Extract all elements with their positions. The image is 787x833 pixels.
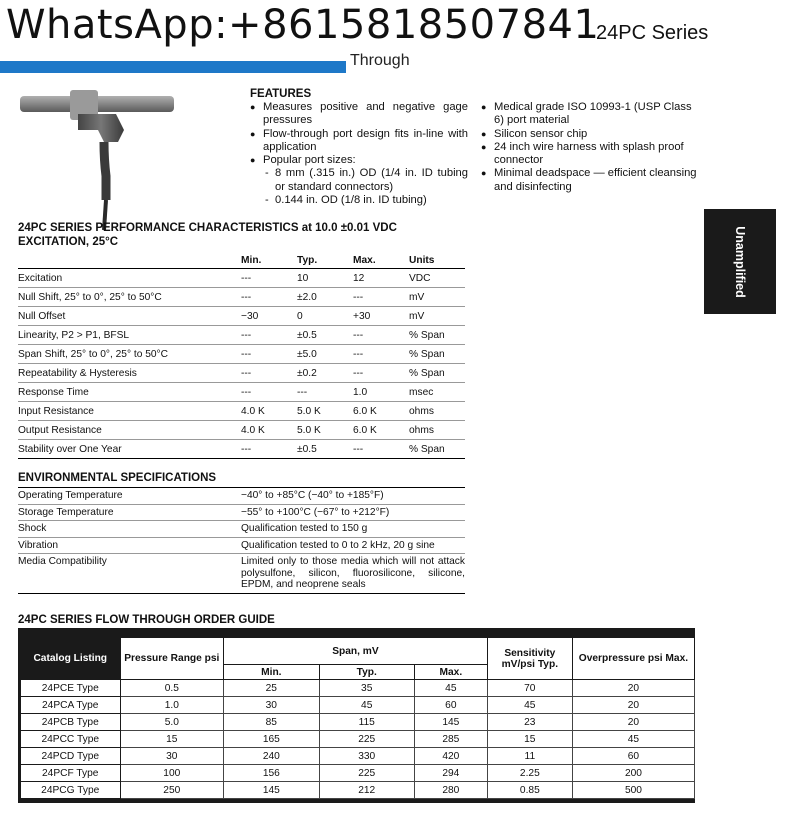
feature-item-label: Popular port sizes: [263, 154, 356, 167]
table-cell: 10 [297, 269, 353, 288]
performance-table [18, 252, 465, 459]
column-header [18, 252, 241, 269]
table-cell: 212 [319, 782, 414, 799]
table-row [18, 554, 465, 594]
table-cell: 225 [319, 765, 414, 782]
table-cell: --- [353, 364, 409, 383]
table-cell: 30 [120, 748, 224, 765]
table-row [21, 714, 695, 731]
table-cell: 60 [572, 748, 694, 765]
table-row [21, 748, 695, 765]
feature-item [250, 154, 468, 207]
table-cell: 24PCD Type [21, 748, 121, 765]
table-cell: 0 [297, 307, 353, 326]
table-cell: Limited only to those media which will not attack polysulfone, silicon, fluorosilicone, silicone, EPDM, and neoprene seals [241, 554, 465, 594]
table-cell: 24PCG Type [21, 782, 121, 799]
table-cell: 4.0 K [241, 421, 297, 440]
table-cell: 294 [414, 765, 487, 782]
table-cell: 6.0 K [353, 421, 409, 440]
table-cell: mV [409, 288, 465, 307]
table-cell: 23 [487, 714, 572, 731]
table-cell: --- [241, 383, 297, 402]
table-cell: 30 [224, 697, 319, 714]
table-cell: 1.0 [353, 383, 409, 402]
table-cell: 35 [319, 680, 414, 697]
table-cell: +30 [353, 307, 409, 326]
table-cell: Repeatability & Hysteresis [18, 364, 241, 383]
table-row [21, 731, 695, 748]
table-cell: % Span [409, 440, 465, 459]
table-row [21, 697, 695, 714]
table-cell: 45 [487, 697, 572, 714]
table-cell: 500 [572, 782, 694, 799]
table-cell: 60 [414, 697, 487, 714]
table-cell: 11 [487, 748, 572, 765]
table-cell: ±5.0 [297, 345, 353, 364]
table-cell: 115 [319, 714, 414, 731]
table-cell: 15 [120, 731, 224, 748]
table-row [18, 364, 465, 383]
table-cell: --- [353, 288, 409, 307]
table-cell: ±2.0 [297, 288, 353, 307]
watermark-text: WhatsApp:+8615818507841 [6, 2, 600, 48]
table-cell: ±0.2 [297, 364, 353, 383]
environmental-title: ENVIRONMENTAL SPECIFICATIONS [18, 472, 217, 484]
sensor-product-image [20, 90, 180, 230]
table-cell: --- [297, 383, 353, 402]
table-cell: 156 [224, 765, 319, 782]
features-column-2 [481, 101, 697, 194]
table-cell: 285 [414, 731, 487, 748]
order-guide-table [20, 637, 695, 799]
table-cell: 24PCB Type [21, 714, 121, 731]
table-cell: --- [241, 345, 297, 364]
table-cell: 45 [319, 697, 414, 714]
partial-page-title: Through [350, 52, 410, 69]
table-cell: 1.0 [120, 697, 224, 714]
table-cell: Storage Temperature [18, 504, 241, 521]
table-cell: Media Compatibility [18, 554, 241, 594]
table-cell: 5.0 K [297, 421, 353, 440]
table-cell: 0.85 [487, 782, 572, 799]
table-row [18, 307, 465, 326]
table-cell: 240 [224, 748, 319, 765]
column-header-max: Max. [414, 665, 487, 680]
table-row [18, 345, 465, 364]
column-header-pressure: Pressure Range psi [120, 638, 224, 680]
table-cell: --- [241, 440, 297, 459]
port-size-item: - 0.144 in. OD (1/8 in. ID tubing) [265, 194, 468, 207]
column-header: Max. [353, 252, 409, 269]
table-row [18, 537, 465, 554]
table-cell: 20 [572, 714, 694, 731]
table-cell: ohms [409, 421, 465, 440]
table-cell: 330 [319, 748, 414, 765]
feature-item: ● Medical grade ISO 10993-1 (USP Class 6) port material [481, 101, 697, 128]
table-cell: 24PCC Type [21, 731, 121, 748]
table-cell: 20 [572, 680, 694, 697]
table-cell: % Span [409, 345, 465, 364]
table-row [18, 421, 465, 440]
table-cell: Null Offset [18, 307, 241, 326]
table-cell: % Span [409, 326, 465, 345]
table-cell: --- [353, 440, 409, 459]
feature-item: ● Measures positive and negative gage pressures [250, 101, 468, 128]
table-cell: 145 [224, 782, 319, 799]
table-cell: Stability over One Year [18, 440, 241, 459]
table-cell: 6.0 K [353, 402, 409, 421]
table-cell: 15 [487, 731, 572, 748]
column-header-min: Min. [224, 665, 319, 680]
table-cell: 85 [224, 714, 319, 731]
performance-title: 24PC SERIES PERFORMANCE CHARACTERISTICS at 10.0 ±0.01 VDC EXCITATION, 25°C [18, 222, 397, 248]
table-row [18, 383, 465, 402]
table-row [21, 782, 695, 799]
table-cell: Null Shift, 25° to 0°, 25° to 50°C [18, 288, 241, 307]
table-cell: −40° to +85°C (−40° to +185°F) [241, 488, 465, 505]
table-cell: 145 [414, 714, 487, 731]
table-cell: Vibration [18, 537, 241, 554]
feature-item: ● 24 inch wire harness with splash proof connector [481, 141, 697, 168]
table-cell: 200 [572, 765, 694, 782]
column-header: Min. [241, 252, 297, 269]
table-row [21, 680, 695, 697]
table-cell: VDC [409, 269, 465, 288]
environmental-table [18, 487, 465, 594]
table-cell: --- [353, 326, 409, 345]
table-cell: mV [409, 307, 465, 326]
table-header-row [18, 252, 465, 269]
feature-item: ● Minimal deadspace — efficient cleansing and disinfecting [481, 167, 697, 194]
table-cell: 5.0 K [297, 402, 353, 421]
table-cell: --- [241, 326, 297, 345]
table-cell: 225 [319, 731, 414, 748]
table-cell: 5.0 [120, 714, 224, 731]
table-cell: 45 [414, 680, 487, 697]
column-header-span: Span, mV [224, 638, 488, 665]
accent-bar [0, 61, 346, 73]
table-cell: 24PCE Type [21, 680, 121, 697]
table-cell: 0.5 [120, 680, 224, 697]
column-header-typ: Typ. [319, 665, 414, 680]
table-cell: --- [353, 345, 409, 364]
table-cell: 12 [353, 269, 409, 288]
table-cell: Linearity, P2 > P1, BFSL [18, 326, 241, 345]
table-row [18, 288, 465, 307]
table-row [18, 269, 465, 288]
table-cell: Excitation [18, 269, 241, 288]
table-row [18, 504, 465, 521]
series-title: 24PC Series [596, 22, 709, 44]
column-header-sensitivity: Sensitivity mV/psi Typ. [487, 638, 572, 680]
table-cell: ±0.5 [297, 440, 353, 459]
table-cell: −30 [241, 307, 297, 326]
column-header-overpressure: Overpressure psi Max. [572, 638, 694, 680]
table-cell: Shock [18, 521, 241, 538]
table-cell: --- [241, 288, 297, 307]
table-cell: 24PCF Type [21, 765, 121, 782]
table-row [18, 326, 465, 345]
table-cell: 420 [414, 748, 487, 765]
table-row [18, 440, 465, 459]
table-cell: ohms [409, 402, 465, 421]
features-column-1 [250, 101, 468, 207]
table-cell: Operating Temperature [18, 488, 241, 505]
table-cell: 20 [572, 697, 694, 714]
table-cell: Input Resistance [18, 402, 241, 421]
column-header: Typ. [297, 252, 353, 269]
table-cell: msec [409, 383, 465, 402]
table-cell: --- [241, 269, 297, 288]
column-header: Units [409, 252, 465, 269]
table-cell: 70 [487, 680, 572, 697]
table-cell: % Span [409, 364, 465, 383]
table-row [18, 521, 465, 538]
table-row [18, 488, 465, 505]
table-row [21, 765, 695, 782]
table-cell: 280 [414, 782, 487, 799]
table-cell: 2.25 [487, 765, 572, 782]
table-cell: −55° to +100°C (−67° to +212°F) [241, 504, 465, 521]
table-cell: --- [241, 364, 297, 383]
table-cell: 24PCA Type [21, 697, 121, 714]
column-header-catalog: Catalog Listing [21, 638, 121, 680]
unamplified-tab [704, 209, 776, 314]
table-cell: Qualification tested to 0 to 2 kHz, 20 g sine [241, 537, 465, 554]
feature-item: ● Silicon sensor chip [481, 128, 697, 141]
features-title: FEATURES [250, 88, 312, 100]
table-cell: 250 [120, 782, 224, 799]
order-guide-title: 24PC SERIES FLOW THROUGH ORDER GUIDE [18, 614, 275, 626]
table-cell: Response Time [18, 383, 241, 402]
table-header-row [21, 638, 695, 665]
table-cell: 25 [224, 680, 319, 697]
table-cell: 45 [572, 731, 694, 748]
table-cell: 4.0 K [241, 402, 297, 421]
tab-label: Unamplified [733, 225, 747, 298]
table-cell: 165 [224, 731, 319, 748]
table-cell: Qualification tested to 150 g [241, 521, 465, 538]
feature-item: ● Flow-through port design fits in-line with application [250, 128, 468, 155]
table-cell: 100 [120, 765, 224, 782]
table-cell: Span Shift, 25° to 0°, 25° to 50°C [18, 345, 241, 364]
table-cell: Output Resistance [18, 421, 241, 440]
port-size-item: - 8 mm (.315 in.) OD (1/4 in. ID tubing or standard connectors) [265, 167, 468, 194]
table-cell: ±0.5 [297, 326, 353, 345]
table-row [18, 402, 465, 421]
